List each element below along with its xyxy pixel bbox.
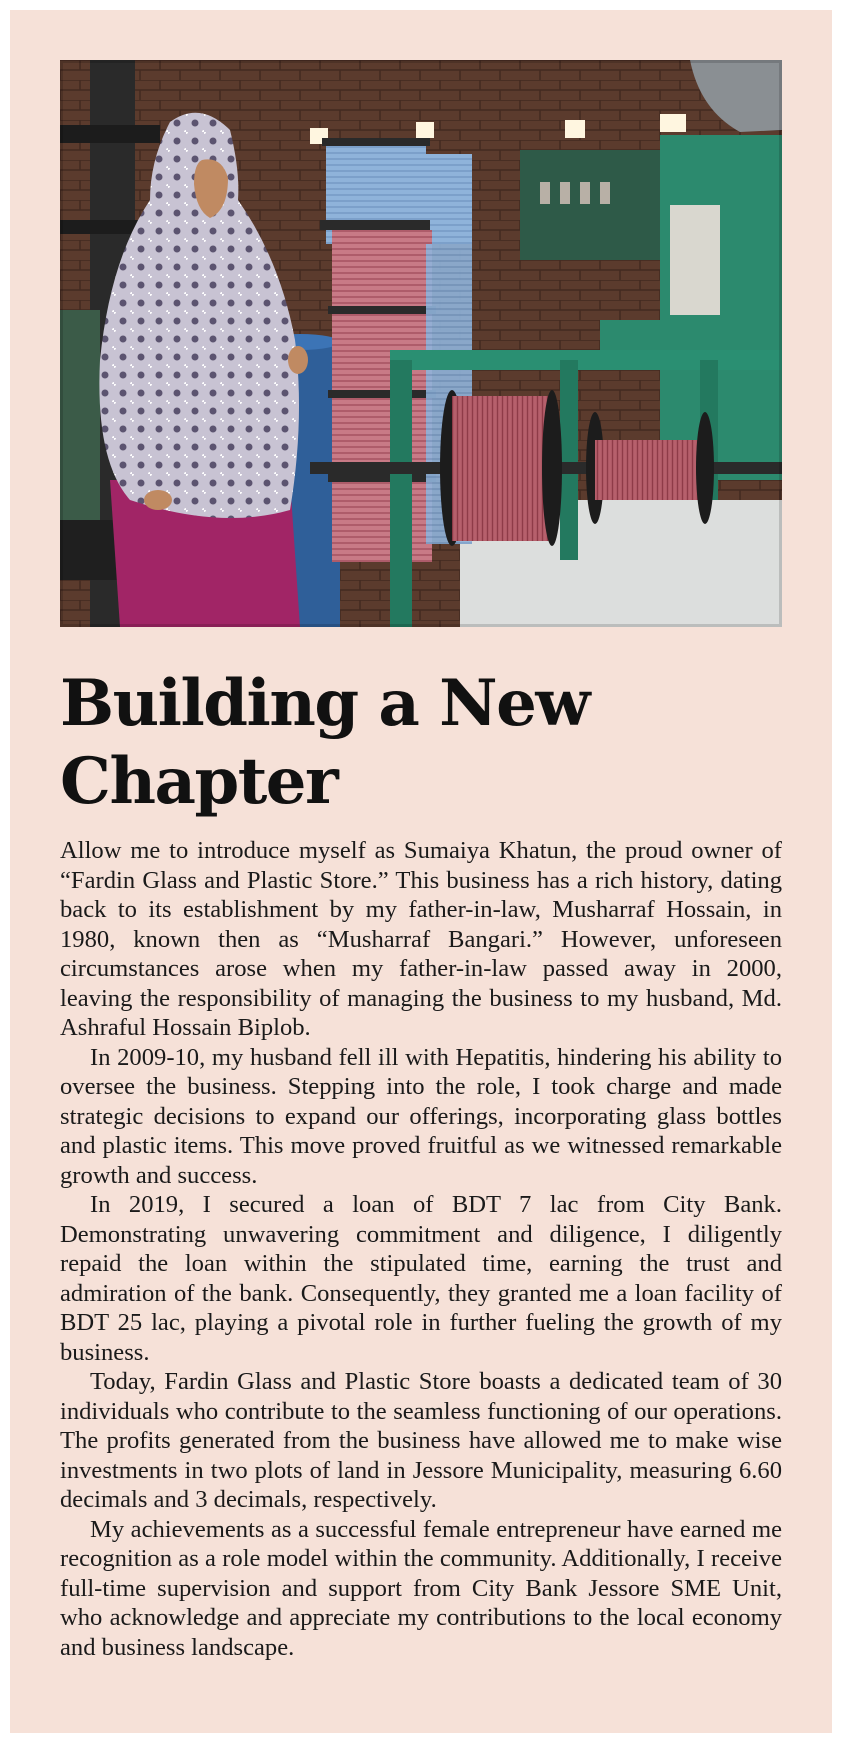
article-paragraph: In 2009-10, my husband fell ill with Hepatitis, hindering his ability to oversee the business. Stepping into the role, I took charge and made strategic decisions to expand our offerings, incorporating glass bottles and plastic items. This move proved fruitful as we witnessed remarkable growth and success. xyxy=(60,1043,782,1189)
article-paragraph: Today, Fardin Glass and Plastic Store boasts a dedicated team of 30 individuals who contribute to the seamless functioning of our operations. The profits generated from the business have allowed me to make wise investments in two plots of land in Jessore Municipality, measuring 6.60 decimals and 3 decimals, respectively. xyxy=(60,1368,782,1513)
factory-photo xyxy=(60,60,782,627)
article-title: Building a New Chapter xyxy=(60,666,589,819)
article-panel xyxy=(10,10,832,1733)
article-paragraph: My achievements as a successful female entrepreneur have earned me recognition as a role model within the community. Additionally, I receive full-time supervision and support from City Bank Jessore SME Unit, who acknowledge and appreciate my contributions to the local economy and business landscape. xyxy=(60,1515,782,1661)
article-paragraph: Allow me to introduce myself as Sumaiya Khatun, the proud owner of “Fardin Glass and Plastic Store.” This business has a rich history, dating back to its establishment by my father-in-law, Musharraf Hossain, in 1980, known then as “Musharraf Bangari.” However, unforeseen circumstances arose when my father-in-law passed away in 2000, leaving the responsibility of managing the business to my husband, Md. Ashraful Hossain Biplob. xyxy=(60,837,782,1041)
article-body xyxy=(60,836,782,1662)
article-paragraph: In 2019, I secured a loan of BDT 7 lac from City Bank. Demonstrating unwavering commitment and diligence, I diligently repaid the loan within the stipulated time, earning the trust and admiration of the bank. Consequently, they granted me a loan facility of BDT 25 lac, playing a pivotal role in further fueling the growth of my business. xyxy=(60,1191,782,1366)
article-photo xyxy=(60,60,782,627)
